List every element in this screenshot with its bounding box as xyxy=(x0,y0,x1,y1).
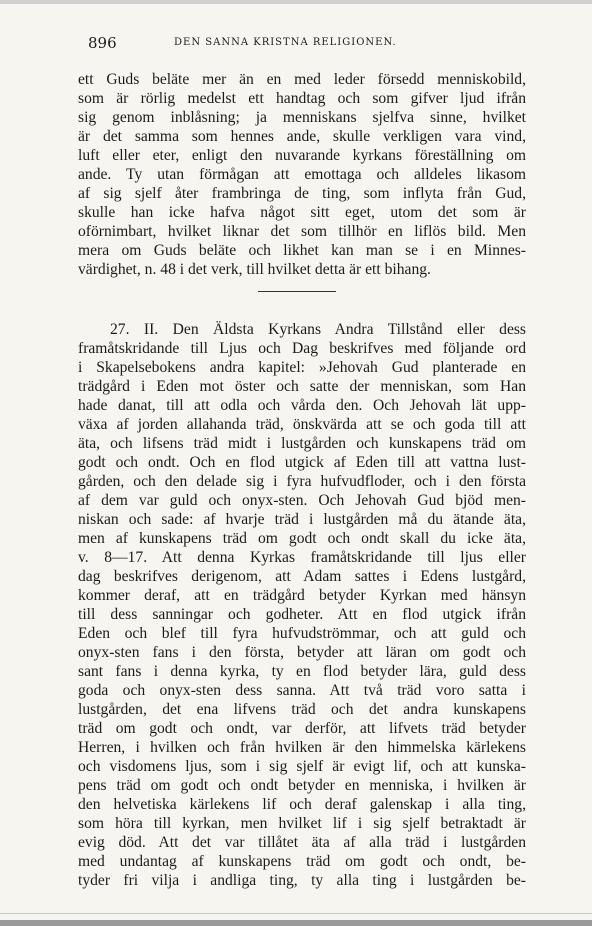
text-line: lustgården, det ena lifvens träd och det andra kunskapens xyxy=(78,701,526,718)
text-line: oförnimbart, hvilket liknar det som tillhör en liflös bild. Men xyxy=(78,223,526,240)
text-line: ande. Ty utan förmågan att emottaga och alldeles likasom xyxy=(78,166,526,183)
text-line: v. 8—17. Att denna Kyrkas framåtskridande till ljus eller xyxy=(78,549,526,566)
text-line: luft eller eter, enligt den nuvarande kyrkans föreställning om xyxy=(78,147,526,164)
text-line: träd om godt och ondt, var derför, att lifvets träd betyder xyxy=(78,720,526,737)
text-line: kommer deraf, att en trädgård betyder Kyrkan med hänsyn xyxy=(78,587,526,604)
text-line: Eden och blef till fyra hufvudströmmar, och att guld och xyxy=(78,625,526,642)
text-line: pens träd om godt och ondt betyder en menniska, i hvilken är xyxy=(78,777,526,794)
text-line: af sig sjelf åter frambringa de ting, som inflyta från Gud, xyxy=(78,185,526,202)
text-line: skulle han icke hafva något sitt eget, utom det som är xyxy=(78,204,526,221)
paragraph-27 xyxy=(78,320,526,890)
text-line: godt och ondt. Och en flod utgick af Eden till att vattna lust- xyxy=(78,454,526,471)
text-line: Herren, i hvilken och från hvilken är den himmelska kärlekens xyxy=(78,739,526,756)
text-line: 27. II. Den Äldsta Kyrkans Andra Tillstånd eller dess xyxy=(110,321,526,338)
text-line: som är rörlig medelst ett handtag och som gifver ljud ifrån xyxy=(78,90,526,107)
page-bottom-edge xyxy=(0,920,592,926)
text-line: är det samma som hennes ande, skulle verkligen vara vind, xyxy=(78,128,526,145)
text-line: evig död. Att det var tillåtet äta af alla träd i lustgården xyxy=(78,834,526,851)
text-line: niskan och sade: af hvarje träd i lustgården må du ätande äta, xyxy=(78,511,526,528)
text-line: dag beskrifves derigenom, att Adam sattes i Edens lustgård, xyxy=(78,568,526,585)
text-line: sig genom inblåsning; ja menniskans sjelfva sinne, hvilket xyxy=(78,109,526,126)
text-line: framåtskridande till Ljus och Dag beskrifves med följande ord xyxy=(78,340,526,357)
page-header xyxy=(74,34,530,54)
text-line: i Skapelsebokens andra kapitel: »Jehovah Gud planterade en xyxy=(78,359,526,376)
text-line: äta, och lifsens träd midt i lustgården och kunskapens träd om xyxy=(78,435,526,452)
text-line: värdighet, n. 48 i det verk, till hvilket detta är ett bihang. xyxy=(78,261,431,278)
text-line: den helvetiska kärlekens lif och deraf galenskap i alla ting, xyxy=(78,796,526,813)
text-line: till dess sanningar och godheter. Att en flod utgick ifrån xyxy=(78,606,526,623)
text-line: gården, och den delade sig i fyra hufvudfloder, och i den första xyxy=(78,473,526,490)
running-title: DEN SANNA KRISTNA RELIGIONEN. xyxy=(174,37,397,48)
section-separator xyxy=(258,291,336,292)
text-line: växa af jorden allahanda träd, önskvärda att se och goda till att xyxy=(78,416,526,433)
paragraph-continued xyxy=(78,70,526,279)
text-line: goda och onyx-sten dess sanna. Att två träd voro satta i xyxy=(78,682,526,699)
page-bottom-rule xyxy=(0,913,592,914)
text-line: ett Guds beläte mer än en med leder försedd menniskobild, xyxy=(78,71,526,88)
text-line: tyder fri vilja i andliga ting, ty alla ting i lustgården be- xyxy=(78,872,526,889)
text-line: onyx-sten fans i den första, betyder att läran om godt och xyxy=(78,644,526,661)
text-line: men af kunskapens träd om godt och ondt skall du icke äta, xyxy=(78,530,526,547)
text-line: med undantag af kunskapens träd om godt och ondt, be- xyxy=(78,853,526,870)
text-line: af dem var guld och onyx-sten. Och Jehovah Gud bjöd men- xyxy=(78,492,526,509)
text-line: som höra till kyrkan, men hvilket lif i sig sjelf betraktadt är xyxy=(78,815,526,832)
text-line: trädgård i Eden mot öster och satte der menniskan, som Han xyxy=(78,378,526,395)
text-line: och visdomens ljus, som i sig sjelf är evigt lif, och att kunska- xyxy=(78,758,526,775)
page-number: 896 xyxy=(88,34,117,52)
text-line: sant fans i denna kyrka, ty en flod betyder lära, guld dess xyxy=(78,663,526,680)
text-line: mera om Guds beläte och likhet kan man se i en Minnes- xyxy=(78,242,526,259)
text-line: hade danat, till att odla och vårda den. Och Jehovah lät upp- xyxy=(78,397,526,414)
page-top-edge xyxy=(0,0,592,4)
